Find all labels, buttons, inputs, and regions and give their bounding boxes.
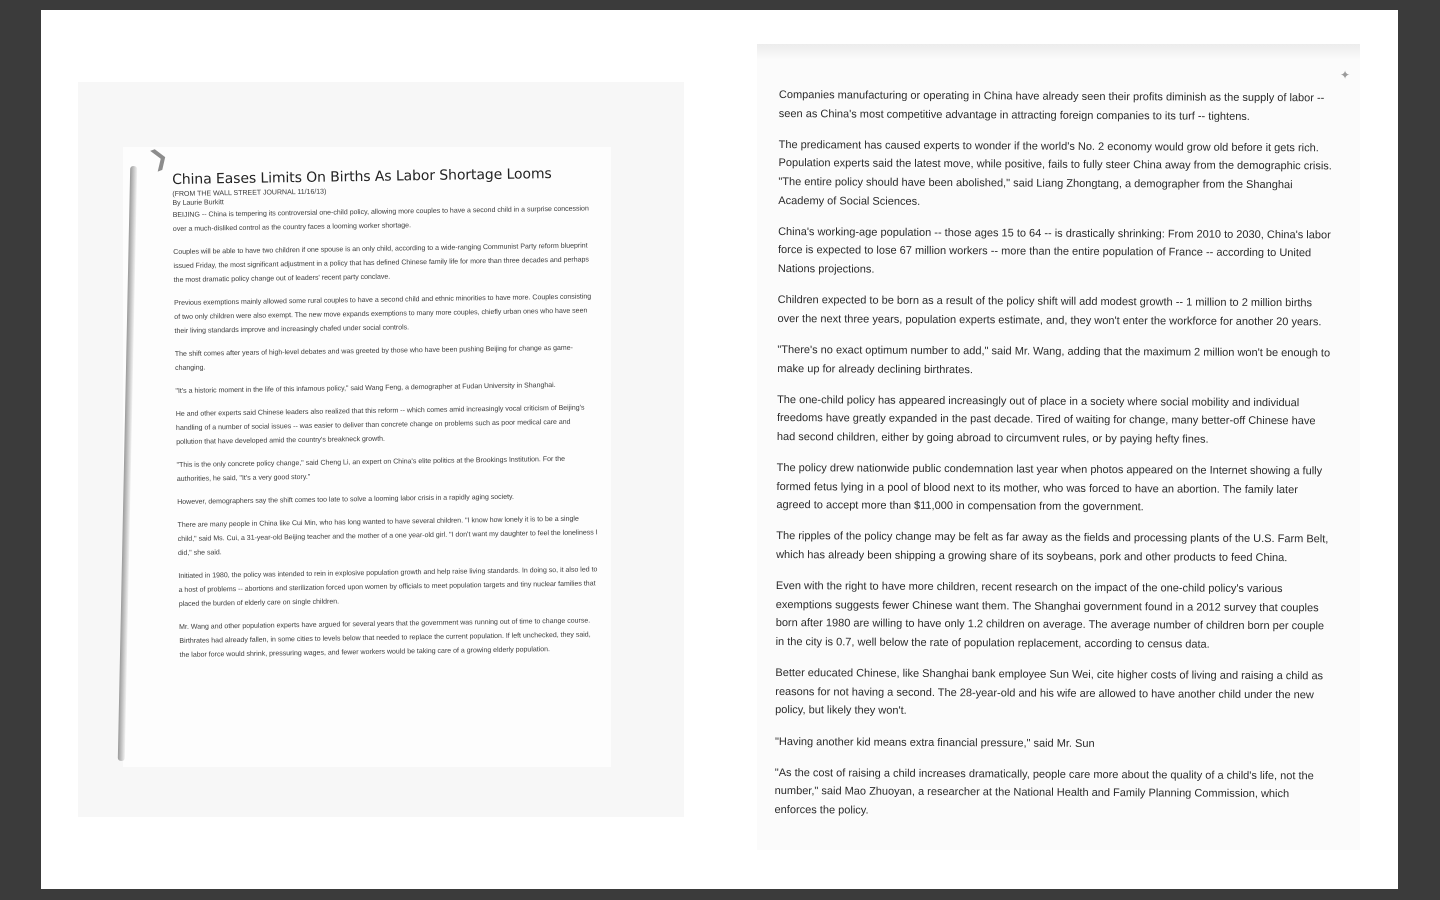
pin-mark-icon: ✦ — [1340, 68, 1351, 82]
article-paragraph: "It's a historic moment in the life of this infamous policy," said Wang Feng, a demographer at Fudan University in Shanghai. — [175, 382, 556, 395]
article-paragraph: Mr. Wang and other population experts have argued for several years that the government was running out of time to change course. Birthrates had already fallen, in some cities to levels below that needed to replace the current population. If left unchecked, they said, the labor force would shrink, pressuring wages, and fewer workers would be taking care of a growing elderly population. — [179, 617, 591, 659]
article-paragraph: The shift comes after years of high-level debates and was greeted by those who have been pushing Beijing for change as game-changing. — [174, 344, 573, 372]
right-page-top-edge — [757, 44, 1360, 60]
article-paragraph: Better educated Chinese, like Shanghai bank employee Sun Wei, cite higher costs of living and raising a child as reasons for not having a second. The 28-year-old and his wife are allowed to have another child under the new policy, but likely they won't. — [775, 667, 1324, 718]
article-paragraph: Children expected to be born as a result of the policy shift will add modest growth -- 1 million to 2 million births over the next three years, population experts estimate, and, they won't enter the workforce for another 20 years. — [777, 294, 1322, 329]
article-paragraph: However, demographers say the shift comes too late to solve a looming labor crisis in a rapidly aging society. — [177, 493, 515, 506]
article-paragraph: The one-child policy has appeared increasingly out of place in a society where social mobility and individual freedoms have greatly expanded in the past decade. Tired of waiting for change, many better-off Chinese have had second children, either by going abroad to circumvent rules, or by paying hefty fines. — [776, 393, 1316, 446]
article-paragraph: "This is the only concrete policy change," said Cheng Li, an expert on China's elite politics at the Brookings Institution. For the authorities, he said, "It's a very good story." — [176, 455, 566, 483]
article-paragraph: China's working-age population -- those ages 15 to 64 -- is drastically shrinking: From 2010 to 2030, China's labor force is expected to lose 67 million workers -- more than the entire population of France -- according to United Nations projections. — [777, 225, 1331, 276]
article-paragraph: "As the cost of raising a child increases dramatically, people care more about the quality of a child's life, not the number," said Mao Zhuoyan, a researcher at the National Health and Family Planning Commission, which enforces the policy. — [774, 766, 1314, 817]
article-paragraph: "Having another kid means extra financial pressure," said Mr. Sun — [774, 735, 1095, 750]
article-source: (FROM THE WALL STREET JOURNAL 11/16/13) — [172, 188, 327, 198]
article-paragraph: There are many people in China like Cui Min, who has long wanted to have several children. "I know how lonely it is to be a single child," said Ms. Cui, a 31-year-old Beijing teacher and the mother of a one year-old girl. "I don't want my daughter to feel the loneliness I did," she said. — [177, 515, 598, 557]
article-paragraph: BEIJING -- China is tempering its controversial one-child policy, allowing more couples to have a second child in a surprise concession over a much-disliked control as the country faces a looming worker shortage. — [172, 205, 589, 233]
article-headline: China Eases Limits On Births As Labor Shortage Looms — [172, 166, 552, 188]
article-paragraph: Companies manufacturing or operating in China have already seen their profits diminish as the supply of labor -- seen as China's most competitive advantage in attracting foreign companies to its turf -- tightens. — [778, 88, 1325, 123]
left-page-article — [172, 165, 600, 672]
article-paragraph: "There's no exact optimum number to add," said Mr. Wang, adding that the maximum 2 million won't be enough to make up for already declining birthrates. — [777, 343, 1331, 376]
article-paragraph: The predicament has caused experts to wonder if the world's No. 2 economy would grow old before it gets rich. Population experts said the latest move, while positive, fails to fully steer China away from the demographic crisis. "The entire policy should have been abolished," said Liang Zhongtang, a demographer from the Shanghai Academy of Social Sciences. — [778, 138, 1332, 208]
article-paragraph: The ripples of the policy change may be felt as far away as the fields and processing plants of the U.S. Farm Belt, which has already been shipping a growing share of its soybeans, pork and other products to feed China. — [776, 530, 1329, 565]
article-paragraph: Couples will be able to have two children if one spouse is an only child, according to a wide-ranging Communist Party reform blueprint issued Friday, the most significant adjustment in a policy that has defined Chinese family life for more than three decades and perhaps the most dramatic policy change out of leaders' recent party conclave. — [173, 242, 589, 284]
corner-fold-mark: ❯ — [146, 143, 173, 174]
article-paragraph: Previous exemptions mainly allowed some rural couples to have a second child and ethnic minorities to have more. Couples consisting of two only children were also exempt. The new move expands exemptions to many more couples, chiefly urban ones who have seen their living standards improve and increasingly chafed under social controls. — [174, 293, 592, 335]
right-page-article — [774, 86, 1334, 836]
article-paragraph: He and other experts said Chinese leaders also realized that this reform -- which comes amid increasingly vocal criticism of Beijing's handling of a number of social issues -- was easier to deliver than concrete change on problems such as poor medical care and pollution that have developed amid the country's breakneck growth. — [175, 404, 585, 446]
article-paragraph: Initiated in 1980, the policy was intended to rein in explosive population growth and help raise living standards. In doing so, it also led to a host of problems -- abortions and sterilization forced upon women by officials to meet population targets and tiny nuclear families that placed the burden of elderly care on single children. — [178, 566, 598, 608]
article-paragraph: The policy drew nationwide public condemnation last year when photos appeared on the Internet showing a fully formed fetus lying in a pool of blood next to its mother, who was forced to have an abortion. The family later agreed to accept more than $11,000 in compensation from the government. — [776, 462, 1323, 514]
article-byline: By Laurie Burkitt — [172, 199, 224, 207]
article-paragraph: Even with the right to have more children, recent research on the impact of the one-child policy's various exemptions suggests fewer Chinese want them. The Shanghai government found in a 2012 survey that couples born after 1980 are willing to have only 1.2 children on average. The average number of children born per couple in the city is 0.7, well below the rate of population replacement, according to census data. — [775, 580, 1325, 651]
